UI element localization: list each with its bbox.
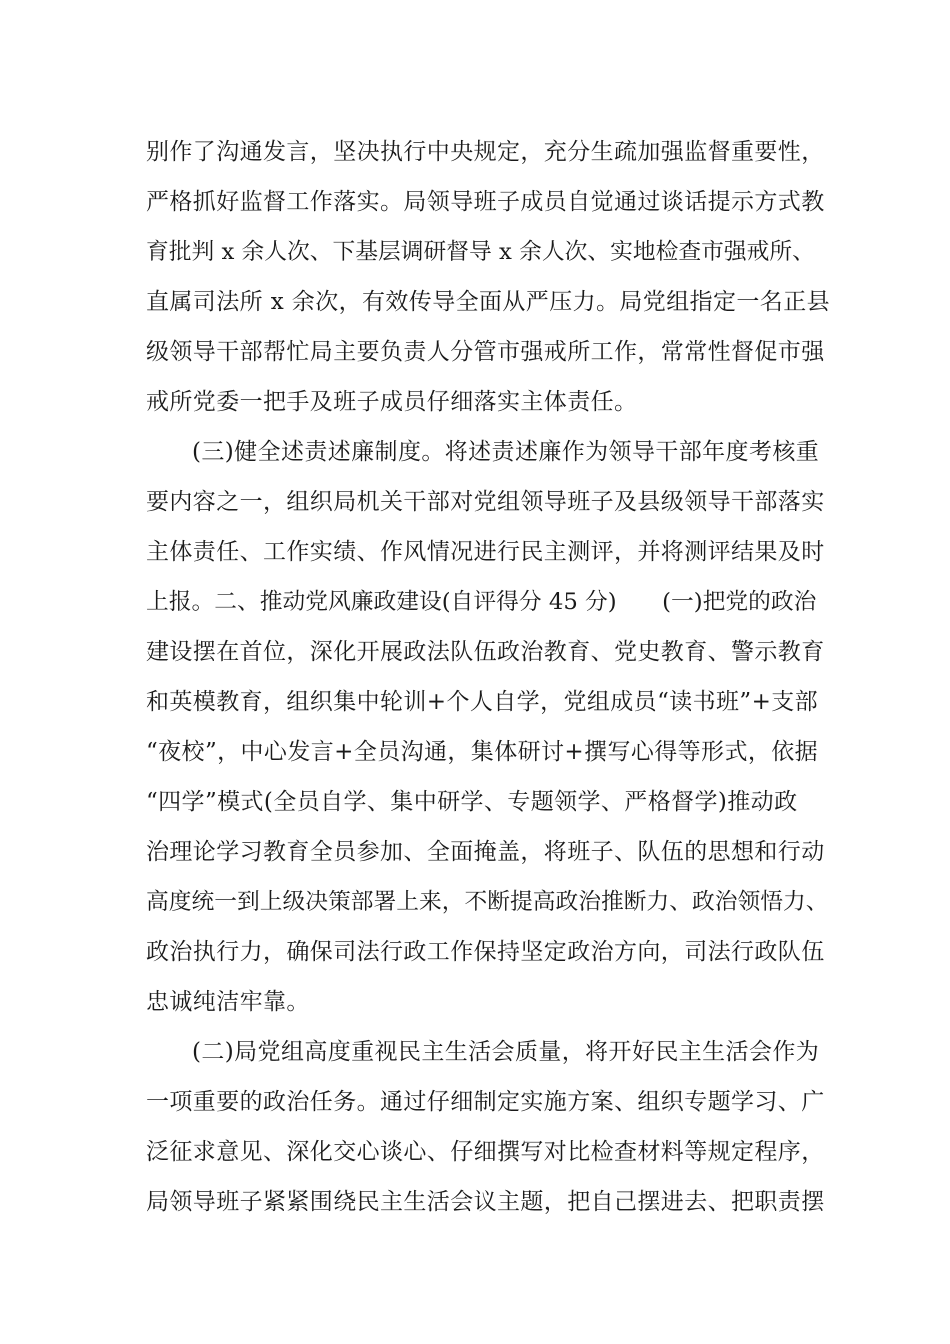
text-line: 要内容之一，组织局机关干部对党组领导班子及县级领导干部落实 xyxy=(146,489,825,515)
text-line: 严格抓好监督工作落实。局领导班子成员自觉通过谈话提示方式教 xyxy=(146,189,825,215)
text-line: 治理论学习教育全员参加、全面掩盖，将班子、队伍的思想和行动 xyxy=(146,839,825,865)
text-line: 戒所党委一把手及班子成员仔细落实主体责任。 xyxy=(146,389,638,415)
text-line: 高度统一到上级决策部署上来，不断提高政治推断力、政治领悟力、 xyxy=(146,889,829,915)
text-line: 主体责任、工作实绩、作风情况进行民主测评，并将测评结果及时 xyxy=(146,539,825,565)
text-line: “四学”模式(全员自学、集中研学、专题领学、严格督学)推动政 xyxy=(146,789,798,815)
text-line: “夜校”，中心发言+全员沟通，集体研讨+撰写心得等形式，依据 xyxy=(146,739,819,765)
text-line: 级领导干部帮忙局主要负责人分管市强戒所工作，常常性督促市强 xyxy=(146,339,825,365)
paragraph-first-line: (二)局党组高度重视民主生活会质量，将开好民主生活会作为 xyxy=(192,1039,820,1065)
text-line: 和英模教育，组织集中轮训+个人自学，党组成员“读书班”+支部 xyxy=(146,689,819,715)
text-line: 政治执行力，确保司法行政工作保持坚定政治方向，司法行政队伍 xyxy=(146,939,825,965)
text-line: 泛征求意见、深化交心谈心、仔细撰写对比检查材料等规定程序， xyxy=(146,1139,825,1165)
paragraph-first-line: (三)健全述责述廉制度。将述责述廉作为领导干部年度考核重 xyxy=(192,439,820,465)
text-line: 局领导班子紧紧围绕民主生活会议主题，把自己摆进去、把职责摆 xyxy=(146,1189,825,1215)
text-line: 忠诚纯洁牢靠。 xyxy=(146,989,310,1015)
text-line: 育批判 x 余人次、下基层调研督导 x 余人次、实地检查市强戒所、 xyxy=(146,239,815,265)
text-line: 建设摆在首位，深化开展政法队伍政治教育、党史教育、警示教育 xyxy=(146,639,825,665)
text-line: 直属司法所 x 余次，有效传导全面从严压力。局党组指定一名正县 xyxy=(146,289,830,315)
text-line: 上报。二、推动党风廉政建设(自评得分 45 分) (一)把党的政治 xyxy=(146,589,817,615)
text-line: 别作了沟通发言，坚决执行中央规定，充分生疏加强监督重要性， xyxy=(146,139,825,165)
text-line: 一项重要的政治任务。通过仔细制定实施方案、组织专题学习、广 xyxy=(146,1089,825,1115)
